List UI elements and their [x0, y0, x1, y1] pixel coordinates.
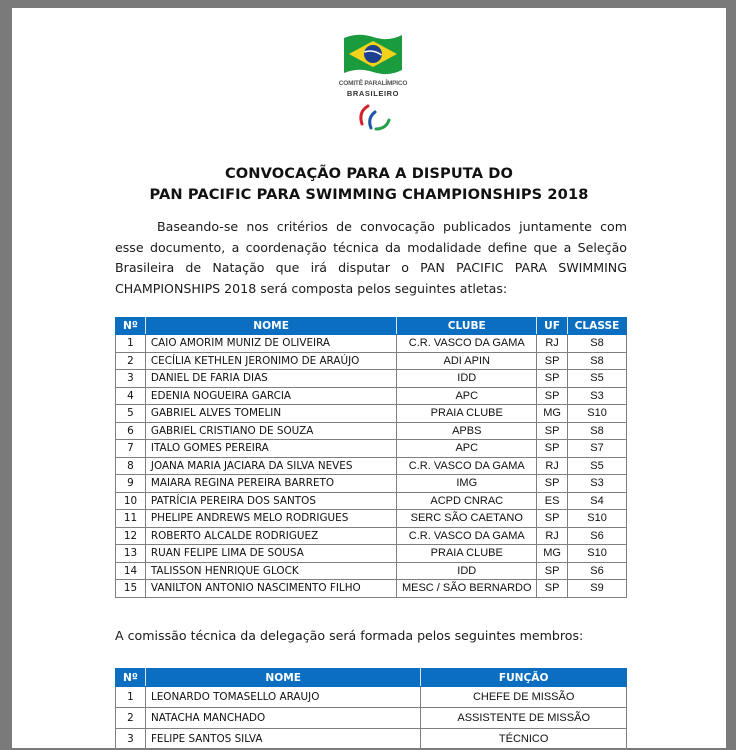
athlete-state: RJ	[537, 457, 568, 475]
athlete-club: C.R. VASCO DA GAMA	[397, 527, 537, 545]
athlete-state: SP	[537, 387, 568, 405]
athlete-row	[116, 422, 627, 440]
athlete-club: APC	[397, 387, 537, 405]
staff-number: 3	[116, 729, 146, 750]
athlete-state: MG	[537, 405, 568, 423]
document-page	[12, 8, 726, 748]
brazil-flag-icon	[342, 32, 404, 76]
athlete-number: 2	[116, 352, 146, 370]
athlete-class: S7	[568, 440, 627, 458]
athlete-name: PHELIPE ANDREWS MELO RODRIGUES	[145, 510, 396, 528]
agitos-icon	[354, 102, 394, 132]
athletes-table	[115, 317, 627, 598]
athlete-row	[116, 475, 627, 493]
organization-name-line1: COMITÊ PARALÍMPICO	[338, 80, 408, 87]
athlete-name: JOANA MARIA JACIARA DA SILVA NEVES	[145, 457, 396, 475]
athlete-state: SP	[537, 562, 568, 580]
athlete-number: 11	[116, 510, 146, 528]
staff-name: FELIPE SANTOS SILVA	[145, 729, 420, 750]
athlete-row	[116, 492, 627, 510]
header-number: Nº	[116, 669, 146, 687]
athlete-class: S3	[568, 475, 627, 493]
athlete-number: 4	[116, 387, 146, 405]
staff-function: ASSISTENTE DE MISSÃO	[421, 708, 627, 729]
athlete-club: C.R. VASCO DA GAMA	[397, 457, 537, 475]
athlete-class: S6	[568, 527, 627, 545]
athlete-name: VANILTON ANTONIO NASCIMENTO FILHO	[145, 580, 396, 598]
athlete-club: IDD	[397, 562, 537, 580]
athlete-row	[116, 510, 627, 528]
header-name: NOME	[145, 318, 396, 335]
athlete-class: S10	[568, 405, 627, 423]
athlete-number: 7	[116, 440, 146, 458]
document-title-line1: CONVOCAÇÃO PARA A DISPUTA DO	[224, 165, 514, 182]
athlete-name: CAIO AMORIM MUNIZ DE OLIVEIRA	[145, 335, 396, 353]
athlete-name: MAIARA REGINA PEREIRA BARRETO	[145, 475, 396, 493]
athlete-number: 9	[116, 475, 146, 493]
header-name: NOME	[145, 669, 420, 687]
staff-function: CHEFE DE MISSÃO	[421, 687, 627, 708]
athlete-number: 14	[116, 562, 146, 580]
athlete-state: RJ	[537, 335, 568, 353]
intro-paragraph: Baseando-se nos critérios de convocação publicados juntamente com esse documento, a coordenação técnica da modalidade define que a Seleção Brasileira de Natação que irá disputar o PAN PACIFIC PARA SWIMMING CHAMPIONSHIPS 2018 será composta pelos seguintes atletas:	[115, 219, 627, 296]
athlete-row	[116, 457, 627, 475]
committee-paragraph: A comissão técnica da delegação será formada pelos seguintes membros:	[115, 628, 584, 643]
athlete-club: APC	[397, 440, 537, 458]
staff-row	[116, 708, 627, 729]
athlete-row	[116, 580, 627, 598]
staff-row	[116, 687, 627, 708]
athlete-class: S8	[568, 352, 627, 370]
athlete-number: 3	[116, 370, 146, 388]
athlete-row	[116, 352, 627, 370]
athlete-class: S10	[568, 545, 627, 563]
athlete-row	[116, 440, 627, 458]
header-state: UF	[537, 318, 568, 335]
athlete-name: DANIEL DE FARIA DIAS	[145, 370, 396, 388]
athlete-name: GABRIEL CRISTIANO DE SOUZA	[145, 422, 396, 440]
athlete-state: SP	[537, 370, 568, 388]
document-title-line2: PAN PACIFIC PARA SWIMMING CHAMPIONSHIPS 2018	[149, 186, 589, 203]
athlete-number: 15	[116, 580, 146, 598]
athlete-state: RJ	[537, 527, 568, 545]
athlete-class: S3	[568, 387, 627, 405]
athlete-name: TALISSON HENRIQUE GLOCK	[145, 562, 396, 580]
athlete-club: ADI APIN	[397, 352, 537, 370]
athlete-row	[116, 405, 627, 423]
athlete-name: GABRIEL ALVES TOMELIN	[145, 405, 396, 423]
athlete-class: S5	[568, 457, 627, 475]
header-club: CLUBE	[397, 318, 537, 335]
athlete-number: 1	[116, 335, 146, 353]
header-function: FUNÇÃO	[421, 669, 627, 687]
athlete-number: 8	[116, 457, 146, 475]
athlete-state: SP	[537, 475, 568, 493]
athlete-name: EDENIA NOGUEIRA GARCIA	[145, 387, 396, 405]
athlete-state: SP	[537, 422, 568, 440]
athlete-row	[116, 562, 627, 580]
athletes-table-header	[116, 318, 627, 335]
staff-name: LEONARDO TOMASELLO ARAUJO	[145, 687, 420, 708]
athlete-name: ITALO GOMES PEREIRA	[145, 440, 396, 458]
athlete-row	[116, 387, 627, 405]
athlete-number: 6	[116, 422, 146, 440]
athlete-club: ACPD CNRAC	[397, 492, 537, 510]
athlete-class: S8	[568, 422, 627, 440]
athlete-state: SP	[537, 510, 568, 528]
athlete-row	[116, 527, 627, 545]
staff-table-header	[116, 669, 627, 687]
athlete-name: PATRÍCIA PEREIRA DOS SANTOS	[145, 492, 396, 510]
athlete-club: MESC / SÃO BERNARDO	[397, 580, 537, 598]
athlete-class: S9	[568, 580, 627, 598]
cpb-logo	[330, 26, 430, 138]
athlete-state: SP	[537, 580, 568, 598]
athlete-name: ROBERTO ALCALDE RODRIGUEZ	[145, 527, 396, 545]
athlete-club: IDD	[397, 370, 537, 388]
athlete-number: 13	[116, 545, 146, 563]
athlete-state: SP	[537, 440, 568, 458]
header-number: Nº	[116, 318, 146, 335]
athlete-class: S4	[568, 492, 627, 510]
athlete-club: C.R. VASCO DA GAMA	[397, 335, 537, 353]
athlete-club: PRAIA CLUBE	[397, 405, 537, 423]
athlete-state: MG	[537, 545, 568, 563]
athlete-row	[116, 370, 627, 388]
athlete-class: S6	[568, 562, 627, 580]
athlete-state: ES	[537, 492, 568, 510]
staff-table	[115, 668, 627, 750]
athlete-club: PRAIA CLUBE	[397, 545, 537, 563]
athlete-class: S8	[568, 335, 627, 353]
staff-row	[116, 729, 627, 750]
athlete-row	[116, 545, 627, 563]
header-class: CLASSE	[568, 318, 627, 335]
athlete-class: S10	[568, 510, 627, 528]
athlete-name: CECÍLIA KETHLEN JERONIMO DE ARAÚJO	[145, 352, 396, 370]
staff-name: NATACHA MANCHADO	[145, 708, 420, 729]
athlete-club: SERC SÃO CAETANO	[397, 510, 537, 528]
staff-number: 1	[116, 687, 146, 708]
athlete-club: IMG	[397, 475, 537, 493]
athlete-club: APBS	[397, 422, 537, 440]
athlete-number: 10	[116, 492, 146, 510]
athlete-name: RUAN FELIPE LIMA DE SOUSA	[145, 545, 396, 563]
staff-function: TÉCNICO	[421, 729, 627, 750]
athlete-number: 12	[116, 527, 146, 545]
athlete-row	[116, 335, 627, 353]
staff-number: 2	[116, 708, 146, 729]
athlete-state: SP	[537, 352, 568, 370]
athlete-class: S5	[568, 370, 627, 388]
athlete-number: 5	[116, 405, 146, 423]
organization-name-line2: BRASILEIRO	[346, 89, 400, 98]
